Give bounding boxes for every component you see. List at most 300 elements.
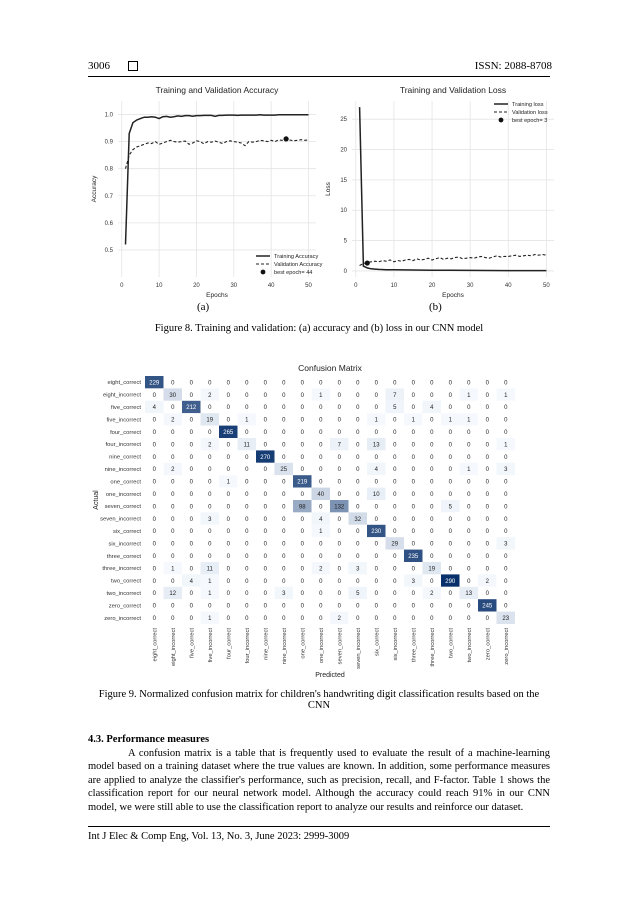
cm-cell-value: 0 bbox=[356, 467, 360, 474]
cm-cell-value: 0 bbox=[319, 479, 323, 486]
cm-cell-value: 7 bbox=[393, 392, 397, 399]
cm-row-label: zero_incorrect bbox=[104, 615, 141, 622]
cm-cell-value: 0 bbox=[319, 591, 323, 598]
cm-cell-value: 0 bbox=[171, 616, 175, 622]
cm-cell-value: 1 bbox=[245, 417, 249, 424]
cm-cell-value: 13 bbox=[372, 442, 380, 449]
cm-cell-value: 1 bbox=[467, 417, 471, 424]
cm-cell-value: 0 bbox=[189, 541, 193, 548]
loss-title: Training and Validation Loss bbox=[399, 85, 507, 95]
cm-cell-value: 0 bbox=[300, 392, 304, 399]
cm-cell-value: 0 bbox=[337, 380, 341, 387]
cm-cell-value: 0 bbox=[208, 529, 212, 536]
cm-cell-value: 0 bbox=[226, 504, 230, 511]
cm-cell-value: 0 bbox=[189, 454, 193, 461]
cm-cell-value: 0 bbox=[337, 554, 341, 560]
cm-cell-value: 0 bbox=[467, 504, 471, 511]
cm-cell-value: 0 bbox=[504, 578, 508, 585]
cm-cell-value: 0 bbox=[189, 430, 193, 436]
cm-cell-value: 0 bbox=[152, 616, 156, 622]
cm-cell-value: 0 bbox=[430, 442, 434, 449]
cm-cell-value: 0 bbox=[282, 578, 286, 585]
cm-cell-value: 0 bbox=[245, 430, 249, 436]
cm-cell-value: 0 bbox=[208, 554, 212, 560]
loss-ytick-label: 0 bbox=[343, 268, 347, 275]
cm-cell-value: 0 bbox=[430, 392, 434, 399]
cm-cell-value: 0 bbox=[393, 417, 397, 424]
cm-cell-value: 0 bbox=[189, 516, 193, 523]
cm-cell-value: 0 bbox=[393, 479, 397, 486]
cm-cell-value: 0 bbox=[189, 529, 193, 536]
cm-cell-value: 0 bbox=[152, 541, 156, 548]
cm-cell-value: 0 bbox=[263, 554, 267, 560]
cm-col-label: six_incorrect bbox=[392, 628, 399, 661]
cm-cell-value: 0 bbox=[208, 430, 212, 436]
figure9-caption: Figure 9. Normalized confusion matrix for children's handwriting digit classification results based on the CNN bbox=[98, 689, 540, 711]
cm-cell-value: 0 bbox=[226, 529, 230, 536]
cm-cell-value: 0 bbox=[411, 591, 415, 598]
cm-cell-value: 0 bbox=[300, 603, 304, 610]
cm-cell-value: 2 bbox=[171, 467, 175, 474]
cm-cell-value: 0 bbox=[393, 430, 397, 436]
cm-cell-value: 0 bbox=[411, 504, 415, 511]
accuracy-legend-label: Validation Accuracy bbox=[274, 262, 323, 268]
cm-row-label: two_correct bbox=[111, 578, 141, 585]
cm-cell-value: 0 bbox=[319, 554, 323, 560]
subfigure-label-a: (a) bbox=[197, 301, 210, 313]
cm-cell-value: 0 bbox=[356, 603, 360, 610]
loss-plot-area bbox=[352, 101, 554, 277]
cm-cell-value: 23 bbox=[502, 616, 510, 622]
accuracy-xlabel: Epochs bbox=[206, 292, 228, 299]
loss-ytick-label: 15 bbox=[340, 177, 347, 184]
loss-xtick-label: 50 bbox=[543, 283, 550, 289]
cm-cell-value: 0 bbox=[374, 392, 378, 399]
cm-cell-value: 0 bbox=[485, 504, 489, 511]
cm-cell-value: 0 bbox=[337, 603, 341, 610]
issn-label: ISSN: 2088-8708 bbox=[474, 60, 552, 72]
page-number: 3006 bbox=[88, 60, 110, 72]
cm-col-label: one_incorrect bbox=[318, 628, 325, 664]
accuracy-xtick-label: 50 bbox=[305, 283, 312, 289]
loss-legend-label: Training loss bbox=[512, 102, 544, 108]
cm-cell-value: 0 bbox=[393, 380, 397, 387]
cm-cell-value: 0 bbox=[189, 591, 193, 598]
cm-cell-value: 245 bbox=[482, 603, 493, 610]
cm-cell-value: 0 bbox=[485, 405, 489, 412]
cm-cell-value: 32 bbox=[354, 516, 362, 523]
cm-cell-value: 0 bbox=[152, 578, 156, 585]
loss-xtick-label: 20 bbox=[428, 283, 436, 289]
cm-cell-value: 0 bbox=[282, 541, 286, 548]
cm-cell-value: 0 bbox=[504, 529, 508, 536]
cm-cell-value: 0 bbox=[504, 405, 508, 412]
cm-row-label: two_incorrect bbox=[106, 591, 141, 597]
cm-cell-value: 0 bbox=[374, 405, 378, 412]
cm-cell-value: 0 bbox=[152, 417, 156, 424]
cm-cell-value: 0 bbox=[448, 529, 452, 536]
cm-cell-value: 0 bbox=[189, 616, 193, 622]
accuracy-best-epoch-marker bbox=[284, 136, 289, 141]
cm-cell-value: 0 bbox=[448, 467, 452, 474]
cm-cell-value: 0 bbox=[485, 516, 489, 523]
accuracy-ylabel: Accuracy bbox=[91, 175, 98, 203]
cm-cell-value: 0 bbox=[337, 479, 341, 486]
cm-col-label: four_incorrect bbox=[244, 628, 251, 664]
cm-cell-value: 0 bbox=[319, 467, 323, 474]
cm-cell-value: 2 bbox=[319, 566, 323, 573]
cm-cell-value: 0 bbox=[448, 616, 452, 622]
cm-cell-value: 0 bbox=[152, 430, 156, 436]
cm-cell-value: 0 bbox=[374, 479, 378, 486]
accuracy-xtick-label: 30 bbox=[230, 283, 238, 289]
cm-cell-value: 0 bbox=[393, 442, 397, 449]
cm-cell-value: 0 bbox=[189, 566, 193, 573]
subfigure-label-b: (b) bbox=[429, 301, 442, 313]
cm-cell-value: 0 bbox=[319, 504, 323, 511]
cm-cell-value: 25 bbox=[280, 467, 288, 474]
cm-cell-value: 0 bbox=[393, 492, 397, 498]
loss-legend-label: best epoch= 3 bbox=[512, 118, 548, 124]
cm-cell-value: 0 bbox=[337, 417, 341, 424]
cm-cell-value: 0 bbox=[263, 516, 267, 523]
loss-xlabel: Epochs bbox=[442, 292, 464, 299]
cm-cell-value: 0 bbox=[504, 554, 508, 560]
cm-cell-value: 0 bbox=[282, 405, 286, 412]
cm-cell-value: 0 bbox=[263, 392, 267, 399]
cm-cell-value: 0 bbox=[393, 578, 397, 585]
cm-cell-value: 0 bbox=[504, 516, 508, 523]
cm-cell-value: 98 bbox=[298, 504, 306, 511]
cm-cell-value: 5 bbox=[393, 405, 397, 412]
cm-row-label: eight_correct bbox=[107, 380, 141, 387]
cm-cell-value: 0 bbox=[189, 417, 193, 424]
cm-cell-value: 0 bbox=[504, 417, 508, 424]
cm-cell-value: 0 bbox=[356, 405, 360, 412]
cm-row-label: four_incorrect bbox=[105, 442, 141, 449]
cm-cell-value: 4 bbox=[319, 516, 323, 523]
cm-cell-value: 0 bbox=[171, 454, 175, 461]
accuracy-ytick-label: 1.0 bbox=[104, 112, 113, 119]
cm-col-label: two_correct bbox=[448, 628, 455, 658]
cm-cell-value: 0 bbox=[448, 430, 452, 436]
cm-cell-value: 0 bbox=[411, 566, 415, 573]
footer-rule bbox=[88, 826, 550, 827]
cm-cell-value: 1 bbox=[374, 417, 378, 424]
cm-cell-value: 132 bbox=[334, 504, 345, 511]
cm-cell-value: 0 bbox=[356, 392, 360, 399]
cm-cell-value: 0 bbox=[337, 529, 341, 536]
cm-cell-value: 0 bbox=[448, 442, 452, 449]
cm-cell-value: 0 bbox=[374, 380, 378, 387]
cm-cell-value: 0 bbox=[152, 492, 156, 498]
cm-row-label: five_incorrect bbox=[106, 417, 141, 424]
cm-cell-value: 0 bbox=[356, 417, 360, 424]
cm-cell-value: 0 bbox=[430, 430, 434, 436]
cm-col-label: five_correct bbox=[189, 628, 196, 658]
cm-cell-value: 0 bbox=[171, 578, 175, 585]
cm-cell-value: 0 bbox=[411, 516, 415, 523]
cm-cell-value: 0 bbox=[245, 405, 249, 412]
cm-cell-value: 0 bbox=[263, 541, 267, 548]
cm-cell-value: 0 bbox=[411, 529, 415, 536]
cm-col-label: two_incorrect bbox=[466, 628, 473, 663]
cm-cell-value: 0 bbox=[152, 529, 156, 536]
cm-cell-value: 0 bbox=[245, 467, 249, 474]
cm-row-label: three_correct bbox=[106, 553, 141, 560]
cm-cell-value: 0 bbox=[374, 430, 378, 436]
cm-cell-value: 2 bbox=[337, 616, 341, 622]
footer-citation: Int J Elec & Comp Eng, Vol. 13, No. 3, June 2023: 2999-3009 bbox=[88, 831, 350, 842]
cm-cell-value: 0 bbox=[282, 417, 286, 424]
cm-cell-value: 0 bbox=[430, 529, 434, 536]
cm-cell-value: 0 bbox=[189, 467, 193, 474]
cm-cell-value: 0 bbox=[337, 541, 341, 548]
cm-cell-value: 0 bbox=[467, 516, 471, 523]
cm-cell-value: 0 bbox=[282, 566, 286, 573]
cm-cell-value: 0 bbox=[282, 479, 286, 486]
cm-cell-value: 0 bbox=[337, 467, 341, 474]
cm-cell-value: 0 bbox=[226, 541, 230, 548]
cm-cell-value: 40 bbox=[317, 492, 325, 498]
figure8-caption: Figure 8. Training and validation: (a) accuracy and (b) loss in our CNN model bbox=[154, 323, 484, 334]
cm-cell-value: 0 bbox=[448, 392, 452, 399]
cm-cell-value: 0 bbox=[430, 616, 434, 622]
cm-cell-value: 4 bbox=[189, 578, 193, 585]
confusion-matrix-chart bbox=[86, 359, 554, 681]
cm-cell-value: 0 bbox=[393, 529, 397, 536]
cm-cell-value: 212 bbox=[186, 405, 197, 412]
cm-cell-value: 1 bbox=[504, 392, 508, 399]
cm-cell-value: 0 bbox=[411, 392, 415, 399]
cm-cell-value: 0 bbox=[430, 454, 434, 461]
cm-cell-value: 0 bbox=[189, 492, 193, 498]
cm-cell-value: 0 bbox=[226, 392, 230, 399]
cm-cell-value: 3 bbox=[282, 591, 286, 598]
cm-title: Confusion Matrix bbox=[298, 363, 362, 373]
cm-cell-value: 0 bbox=[467, 405, 471, 412]
cm-cell-value: 0 bbox=[282, 529, 286, 536]
running-header-left bbox=[88, 60, 138, 72]
cm-cell-value: 0 bbox=[300, 380, 304, 387]
cm-cell-value: 0 bbox=[411, 616, 415, 622]
cm-cell-value: 0 bbox=[189, 380, 193, 387]
cm-cell-value: 0 bbox=[208, 504, 212, 511]
cm-row-label: seven_correct bbox=[104, 504, 141, 511]
accuracy-xtick-label: 40 bbox=[267, 283, 275, 289]
loss-ytick-label: 25 bbox=[340, 117, 347, 124]
cm-cell-value: 0 bbox=[430, 467, 434, 474]
cm-row-label: seven_incorrect bbox=[100, 516, 141, 523]
loss-xtick-label: 10 bbox=[390, 283, 398, 289]
cm-cell-value: 30 bbox=[169, 392, 177, 399]
cm-cell-value: 0 bbox=[485, 442, 489, 449]
cm-cell-value: 0 bbox=[245, 566, 249, 573]
loss-ylabel: Loss bbox=[325, 182, 332, 196]
cm-cell-value: 0 bbox=[448, 479, 452, 486]
cm-row-label: zero_correct bbox=[108, 603, 141, 610]
cm-cell-value: 0 bbox=[337, 430, 341, 436]
cm-cell-value: 0 bbox=[171, 430, 175, 436]
cm-cell-value: 0 bbox=[263, 603, 267, 610]
cm-cell-value: 0 bbox=[226, 616, 230, 622]
cm-cell-value: 0 bbox=[171, 492, 175, 498]
cm-col-label: eight_incorrect bbox=[170, 628, 177, 667]
cm-cell-value: 0 bbox=[319, 603, 323, 610]
cm-cell-value: 0 bbox=[300, 516, 304, 523]
cm-cell-value: 0 bbox=[208, 380, 212, 387]
cm-cell-value: 0 bbox=[319, 442, 323, 449]
cm-cell-value: 0 bbox=[356, 430, 360, 436]
accuracy-legend-marker bbox=[261, 270, 266, 275]
cm-cell-value: 0 bbox=[300, 554, 304, 560]
cm-cell-value: 0 bbox=[226, 554, 230, 560]
cm-cell-value: 0 bbox=[189, 554, 193, 560]
cm-cell-value: 0 bbox=[393, 504, 397, 511]
accuracy-ytick-label: 0.6 bbox=[104, 220, 113, 227]
cm-cell-value: 0 bbox=[226, 467, 230, 474]
cm-cell-value: 0 bbox=[300, 566, 304, 573]
cm-cell-value: 0 bbox=[189, 392, 193, 399]
cm-cell-value: 0 bbox=[374, 566, 378, 573]
cm-cell-value: 13 bbox=[465, 591, 473, 598]
cm-cell-value: 11 bbox=[206, 566, 213, 573]
cm-cell-value: 0 bbox=[411, 454, 415, 461]
cm-cell-value: 0 bbox=[504, 492, 508, 498]
accuracy-legend-label: Training Accuracy bbox=[274, 254, 319, 260]
cm-cell-value: 0 bbox=[356, 442, 360, 449]
cm-cell-value: 0 bbox=[467, 616, 471, 622]
cm-cell-value: 0 bbox=[356, 504, 360, 511]
loss-chart bbox=[326, 84, 559, 300]
cm-cell-value: 0 bbox=[485, 479, 489, 486]
cm-cell-value: 0 bbox=[245, 392, 249, 399]
loss-xtick-label: 40 bbox=[504, 283, 512, 289]
cm-cell-value: 0 bbox=[485, 591, 489, 598]
cm-cell-value: 0 bbox=[171, 380, 175, 387]
cm-row-label: six_correct bbox=[112, 529, 141, 535]
cm-cell-value: 0 bbox=[485, 417, 489, 424]
cm-cell-value: 0 bbox=[448, 516, 452, 523]
cm-cell-value: 0 bbox=[282, 392, 286, 399]
cm-cell-value: 0 bbox=[171, 529, 175, 536]
cm-cell-value: 0 bbox=[208, 492, 212, 498]
cm-cell-value: 0 bbox=[152, 566, 156, 573]
accuracy-ytick-label: 0.8 bbox=[104, 166, 113, 173]
cm-cell-value: 0 bbox=[337, 405, 341, 412]
cm-cell-value: 0 bbox=[245, 591, 249, 598]
cm-col-label: nine_incorrect bbox=[281, 628, 288, 665]
cm-cell-value: 0 bbox=[485, 529, 489, 536]
cm-cell-value: 0 bbox=[374, 504, 378, 511]
cm-cell-value: 0 bbox=[282, 380, 286, 387]
cm-cell-value: 0 bbox=[411, 492, 415, 498]
cm-cell-value: 0 bbox=[208, 405, 212, 412]
cm-cell-value: 0 bbox=[208, 454, 212, 461]
cm-cell-value: 1 bbox=[208, 578, 212, 585]
cm-cell-value: 11 bbox=[243, 442, 250, 449]
cm-cell-value: 0 bbox=[226, 417, 230, 424]
cm-cell-value: 0 bbox=[504, 591, 508, 598]
cm-cell-value: 1 bbox=[171, 566, 175, 573]
section-paragraph: A confusion matrix is a table that is frequently used to evaluate the result of a machine-learning model based on a training dataset where the true values are known. In addition, some performance measures are applied to analyze the classifier's performance, such as precision, recall, and F-factor. Table 1 shows the classification report for our neural network model. Although the accuracy could reach 91% in our CNN model, we were still able to use the classification report to analyze our results and reinforce our dataset. bbox=[88, 748, 550, 813]
cm-cell-value: 1 bbox=[208, 591, 212, 598]
loss-best-epoch-marker bbox=[365, 260, 370, 265]
cm-xlabel: Predicted bbox=[315, 672, 345, 679]
cm-cell-value: 0 bbox=[263, 430, 267, 436]
cm-cell-value: 2 bbox=[485, 578, 489, 585]
cm-cell-value: 0 bbox=[411, 405, 415, 412]
cm-cell-value: 0 bbox=[485, 616, 489, 622]
loss-xtick-label: 30 bbox=[466, 283, 474, 289]
cm-cell-value: 0 bbox=[319, 417, 323, 424]
cm-cell-value: 0 bbox=[411, 442, 415, 449]
accuracy-ytick-label: 0.7 bbox=[104, 193, 113, 200]
cm-col-label: five_incorrect bbox=[207, 628, 214, 663]
cm-cell-value: 229 bbox=[149, 380, 160, 387]
cm-cell-value: 0 bbox=[411, 479, 415, 486]
cm-cell-value: 0 bbox=[300, 541, 304, 548]
cm-cell-value: 0 bbox=[430, 603, 434, 610]
cm-cell-value: 0 bbox=[152, 554, 156, 560]
cm-cell-value: 0 bbox=[485, 392, 489, 399]
section-heading: 4.3. Performance measures bbox=[88, 734, 210, 745]
cm-cell-value: 0 bbox=[356, 616, 360, 622]
cm-cell-value: 0 bbox=[448, 603, 452, 610]
accuracy-ytick-label: 0.9 bbox=[104, 139, 113, 146]
cm-cell-value: 0 bbox=[263, 504, 267, 511]
cm-cell-value: 0 bbox=[393, 516, 397, 523]
cm-cell-value: 0 bbox=[300, 442, 304, 449]
cm-cell-value: 0 bbox=[393, 554, 397, 560]
accuracy-xtick-label: 0 bbox=[120, 283, 124, 289]
cm-cell-value: 2 bbox=[171, 417, 175, 424]
cm-cell-value: 0 bbox=[171, 405, 175, 412]
cm-cell-value: 0 bbox=[430, 417, 434, 424]
cm-cell-value: 0 bbox=[226, 442, 230, 449]
cm-cell-value: 0 bbox=[245, 479, 249, 486]
cm-cell-value: 0 bbox=[374, 541, 378, 548]
cm-cell-value: 0 bbox=[263, 591, 267, 598]
cm-cell-value: 0 bbox=[411, 430, 415, 436]
cm-cell-value: 0 bbox=[485, 430, 489, 436]
cm-cell-value: 0 bbox=[263, 467, 267, 474]
cm-cell-value: 0 bbox=[208, 541, 212, 548]
cm-cell-value: 0 bbox=[300, 616, 304, 622]
cm-cell-value: 0 bbox=[467, 442, 471, 449]
cm-cell-value: 0 bbox=[448, 380, 452, 387]
cm-cell-value: 0 bbox=[337, 492, 341, 498]
cm-cell-value: 0 bbox=[356, 541, 360, 548]
cm-cell-value: 0 bbox=[226, 566, 230, 573]
cm-cell-value: 3 bbox=[504, 467, 508, 474]
cm-cell-value: 0 bbox=[411, 541, 415, 548]
cm-cell-value: 0 bbox=[467, 430, 471, 436]
cm-ylabel: Actual bbox=[93, 490, 100, 510]
cm-col-label: zero_correct bbox=[485, 628, 492, 661]
loss-ytick-label: 20 bbox=[340, 147, 347, 154]
cm-cell-value: 0 bbox=[282, 492, 286, 498]
cm-cell-value: 0 bbox=[282, 454, 286, 461]
cm-cell-value: 0 bbox=[448, 454, 452, 461]
cm-cell-value: 0 bbox=[263, 529, 267, 536]
cm-cell-value: 0 bbox=[263, 417, 267, 424]
accuracy-title: Training and Validation Accuracy bbox=[155, 85, 279, 95]
cm-cell-value: 0 bbox=[152, 467, 156, 474]
accuracy-legend-label: best epoch= 44 bbox=[274, 270, 313, 276]
cm-cell-value: 0 bbox=[411, 380, 415, 387]
cm-cell-value: 0 bbox=[393, 616, 397, 622]
